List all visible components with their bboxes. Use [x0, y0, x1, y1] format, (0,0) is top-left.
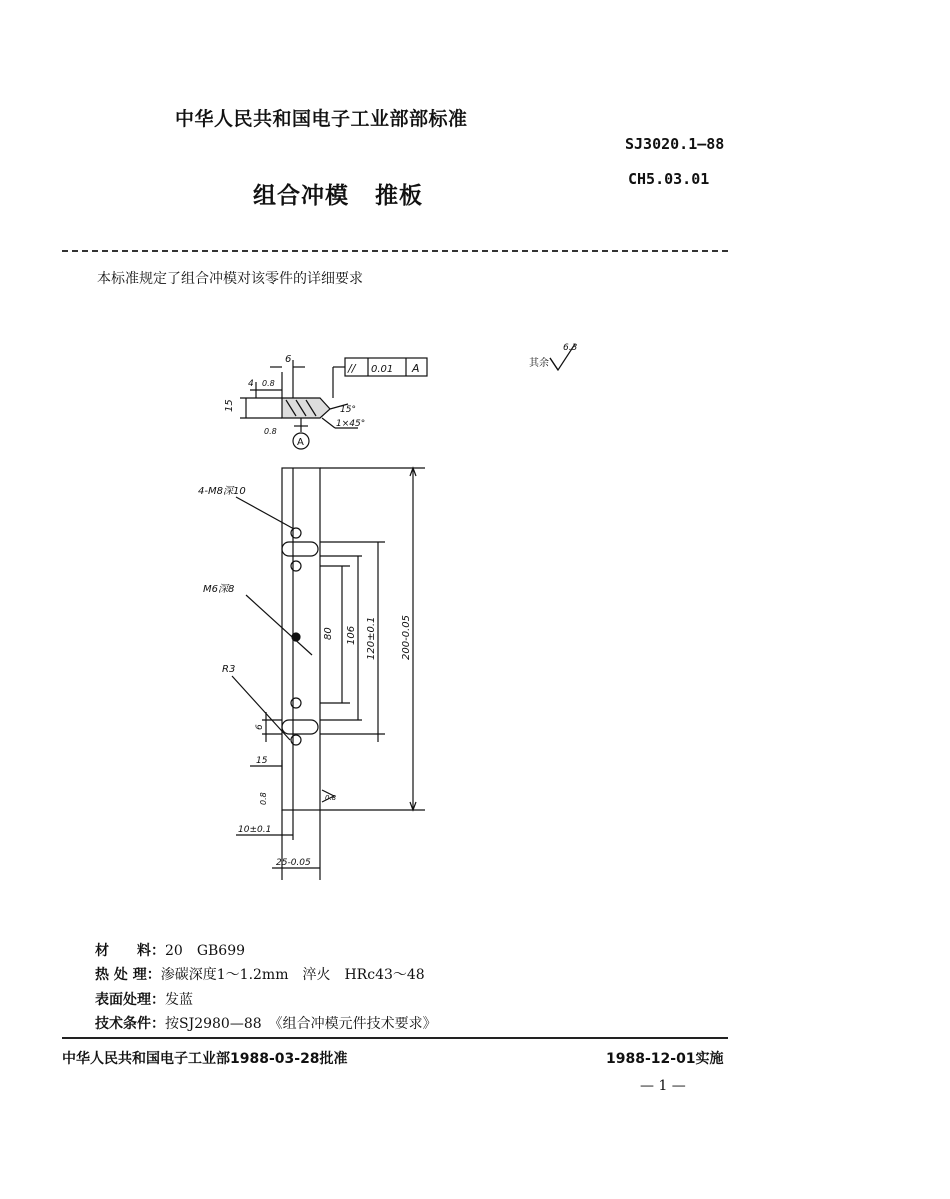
label-radius: R3 [222, 664, 236, 675]
section-roughness-top: 0.8 [262, 379, 275, 388]
spec-surface-treatment [95, 989, 193, 1009]
approval-text: 中华人民共和国电子工业部1988-03-28批准 [62, 1051, 348, 1067]
spec-key: 材 料： [95, 943, 165, 959]
section-top-width: 6 [285, 354, 292, 365]
spec-value: 发蓝 [165, 992, 193, 1008]
intro-text: 本标准规定了组合冲模对该零件的详细要求 [97, 271, 363, 287]
label-dim-6: 6 [255, 724, 265, 730]
spec-value: 按SJ2980—88 《组合冲模元件技术要求》 [165, 1016, 437, 1032]
spec-key: 表面处理： [95, 992, 165, 1008]
section-height: 15 [224, 399, 235, 412]
effective-date: 1988-12-01实施 [606, 1051, 724, 1067]
datum-mark: A [297, 437, 304, 448]
label-roughness-side: 0.8 [259, 792, 268, 805]
spec-technical-conditions [95, 1013, 437, 1033]
standard-code: SJ3020.1—88 [625, 135, 725, 153]
label-dim-80: 80 [323, 627, 334, 640]
section-chamfer: 1×45° [336, 419, 366, 429]
section-angle: 15° [340, 405, 356, 415]
tolerance-value: 0.01 [371, 364, 394, 375]
title-main: 组合冲模 [253, 183, 349, 209]
plate-front-view [282, 468, 320, 810]
title-sub: 推板 [375, 183, 423, 209]
standard-organization: 中华人民共和国电子工业部部标准 [175, 108, 468, 130]
label-hole-m6: M6深8 [203, 584, 235, 595]
roughness-note: 其余 [529, 358, 549, 369]
label-dim-25: 25-0.05 [276, 858, 311, 868]
section-roughness-left: 0.8 [264, 427, 277, 436]
label-dim-200: 200-0.05 [401, 615, 412, 660]
label-dim-15: 15 [256, 756, 268, 766]
label-dim-120: 120±0.1 [366, 616, 377, 660]
spec-heat-treatment [95, 964, 425, 984]
roughness-value: 6.3 [563, 343, 578, 353]
footer-divider [62, 1037, 728, 1039]
label-dim-10: 10±0.1 [238, 825, 272, 835]
tolerance-symbol: // [348, 362, 356, 375]
part-code: CH5.03.01 [628, 170, 710, 188]
spec-key: 技术条件： [95, 1016, 165, 1032]
label-roughness-bottom: 0.8 [325, 794, 337, 802]
spec-key: 热 处 理： [95, 967, 161, 983]
label-dim-106: 106 [346, 625, 357, 645]
spec-value: 渗碳深度1～1.2mm 淬火 HRc43～48 [160, 967, 425, 983]
page-number: — 1 — [640, 1078, 686, 1094]
tolerance-datum: A [412, 362, 420, 375]
spec-material [95, 940, 245, 960]
label-holes-m8: 4-M8深10 [198, 486, 246, 497]
spec-value: 20 GB699 [165, 943, 246, 959]
section-left-dim: 4 [248, 379, 254, 389]
